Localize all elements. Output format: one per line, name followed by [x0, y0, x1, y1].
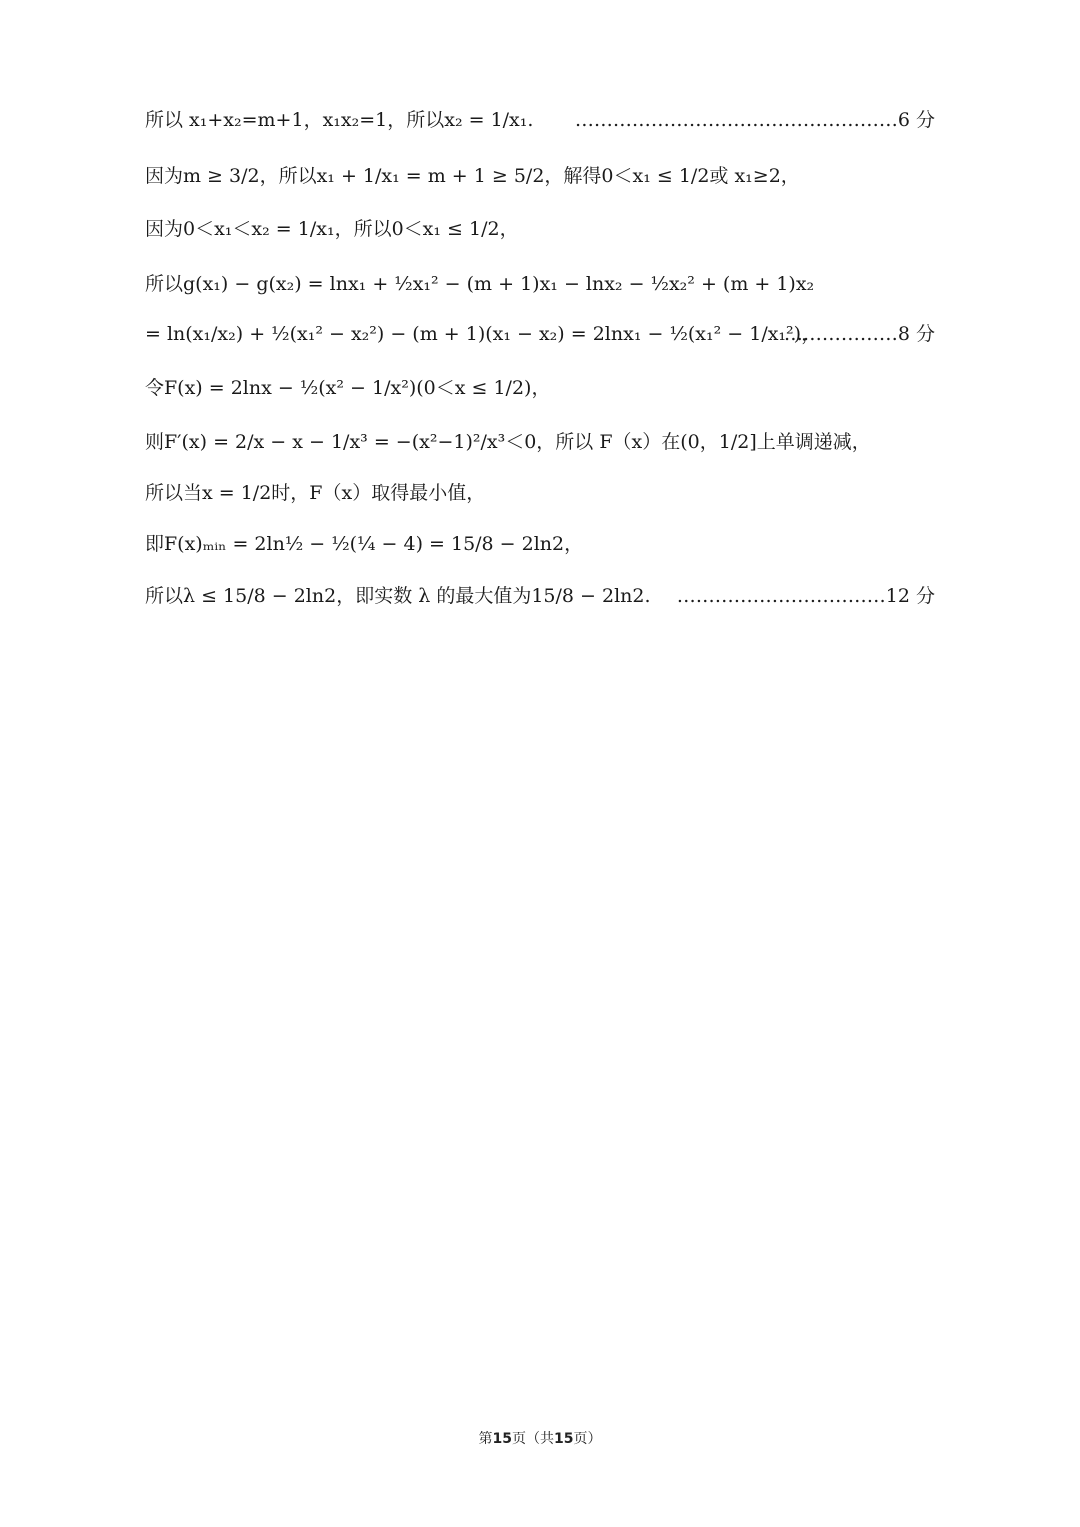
solution-line-10: [145, 573, 935, 619]
solution-line-text: 所以当x = 1/2时，F（x）取得最小值，: [145, 482, 486, 504]
total-pages-number: 15: [554, 1431, 574, 1447]
solution-line-text: 令F(x) = 2lnx − ½(x² − 1/x²)(0＜x ≤ 1/2)，: [145, 377, 551, 399]
solution-line-4: [145, 261, 935, 307]
solution-line-text: 即F(x)ₘᵢₙ = 2ln½ − ½(¼ − 4) = 15/8 − 2ln2，: [145, 533, 584, 555]
solution-line-2: [145, 153, 935, 199]
solution-line-9: [145, 521, 935, 567]
solution-line-8: [145, 470, 935, 516]
solution-line-text: 所以λ ≤ 15/8 − 2ln2，即实数 λ 的最大值为15/8 − 2ln2.: [145, 585, 651, 607]
footer-prefix: 第: [478, 1431, 493, 1447]
solution-line-1: [145, 97, 935, 143]
page-footer: [0, 1428, 1080, 1448]
solution-line-text: 所以 x₁+x₂=m+1，x₁x₂=1，所以x₂ = 1/x₁.: [145, 109, 534, 131]
solution-line-text: 因为m ≥ 3/2，所以x₁ + 1/x₁ = m + 1 ≥ 5/2，解得0＜x₁ ≤ 1/2或 x₁≥2，: [145, 165, 800, 187]
solution-line-text: = ln(x₁/x₂) + ½(x₁² − x₂²) − (m + 1)(x₁ − x₂) = 2lnx₁ − ½(x₁² − 1/x₁²)，: [145, 323, 821, 345]
score-marker: ……………………………12 分: [676, 585, 935, 607]
score-marker: ………………8 分: [783, 323, 935, 345]
solution-line-7: [145, 419, 935, 465]
solution-line-text: 因为0＜x₁＜x₂ = 1/x₁，所以0＜x₁ ≤ 1/2，: [145, 218, 519, 240]
score-marker: ……………………………………………6 分: [574, 109, 935, 131]
solution-line-5: [145, 311, 935, 357]
solution-line-6: [145, 365, 935, 411]
solution-line-text: 所以g(x₁) − g(x₂) = lnx₁ + ½x₁² − (m + 1)x₁ − lnx₂ − ½x₂² + (m + 1)x₂: [145, 273, 815, 295]
solution-line-3: [145, 206, 935, 252]
solution-line-text: 则F′(x) = 2/x − x − 1/x³ = −(x²−1)²/x³＜0，所以 F（x）在(0，1/2]上单调递减，: [145, 431, 871, 453]
footer-middle: 页（共: [512, 1431, 554, 1447]
current-page-number: 15: [492, 1431, 512, 1447]
footer-suffix: 页）: [573, 1431, 602, 1447]
